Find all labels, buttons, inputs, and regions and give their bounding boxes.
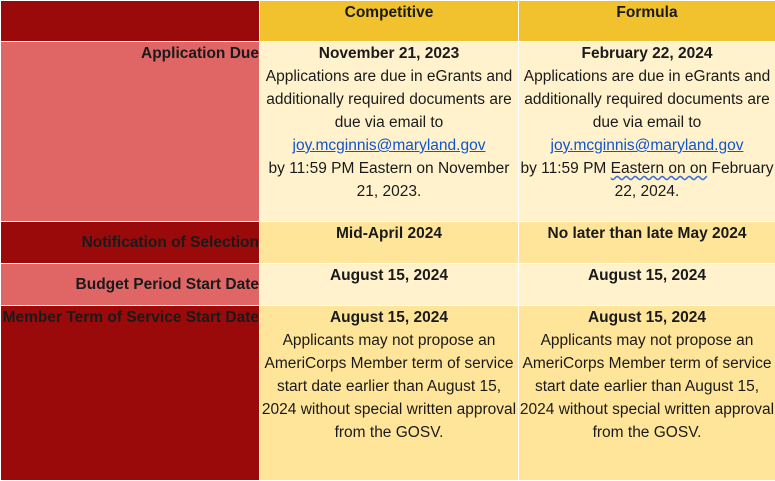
budget-start-competitive-date: August 15, 2024 (329, 267, 449, 284)
spellcheck-flagged-text: Eastern on on (610, 160, 708, 177)
member-term-competitive-text: Applicants may not propose an AmeriCorps Member term of service start date earlier than August 15, 2024 without special written approval from the GOSV. (261, 332, 517, 441)
row-label-member-term: Member Term of Service Start Date (1, 306, 260, 481)
corner-cell (1, 1, 260, 42)
row-notification (1, 222, 775, 264)
notification-competitive-cell (260, 222, 519, 264)
budget-start-formula-cell (519, 264, 775, 306)
row-label-application-due: Application Due (1, 42, 260, 222)
member-term-formula-cell (519, 306, 775, 481)
application-due-formula-cell (519, 42, 775, 222)
application-due-formula-text-before: Applications are due in eGrants and additionally required documents are due via email to (523, 68, 771, 131)
notification-competitive-date: Mid-April 2024 (336, 225, 442, 242)
row-member-term (1, 306, 775, 481)
application-due-competitive-text-before: Applications are due in eGrants and additionally required documents are due via email to (265, 68, 513, 131)
email-link-competitive[interactable]: joy.mcginnis@maryland.gov (292, 137, 486, 154)
application-due-competitive-text-after: by 11:59 PM Eastern on November 21, 2023. (268, 160, 510, 200)
application-due-competitive-text (260, 65, 518, 203)
notification-formula-date: No later than late May 2024 (547, 225, 747, 242)
member-term-competitive-cell (260, 306, 519, 481)
application-due-formula-text-after-2: February 22, 2024. (614, 160, 774, 200)
row-label-budget-start: Budget Period Start Date (1, 264, 260, 306)
application-due-competitive-cell (260, 42, 519, 222)
application-due-competitive-date: November 21, 2023 (318, 45, 460, 62)
row-budget-start (1, 264, 775, 306)
email-link-formula[interactable]: joy.mcginnis@maryland.gov (550, 137, 744, 154)
row-label-notification: Notification of Selection (1, 222, 260, 264)
application-due-formula-text (519, 65, 775, 203)
application-due-formula-date: February 22, 2024 (581, 45, 713, 62)
column-header-formula: Formula (519, 1, 775, 42)
member-term-formula-text: Applicants may not propose an AmeriCorps Member term of service start date earlier than August 15, 2024 without special written approval from the GOSV. (519, 332, 775, 441)
notification-formula-cell (519, 222, 775, 264)
budget-start-competitive-cell (260, 264, 519, 306)
application-due-formula-text-after-1: by 11:59 PM (520, 160, 607, 177)
budget-start-formula-date: August 15, 2024 (587, 267, 707, 284)
header-row (1, 1, 775, 42)
member-term-formula-date: August 15, 2024 (587, 309, 707, 326)
column-header-competitive: Competitive (260, 1, 519, 42)
row-application-due (1, 42, 775, 222)
member-term-competitive-date: August 15, 2024 (329, 309, 449, 326)
